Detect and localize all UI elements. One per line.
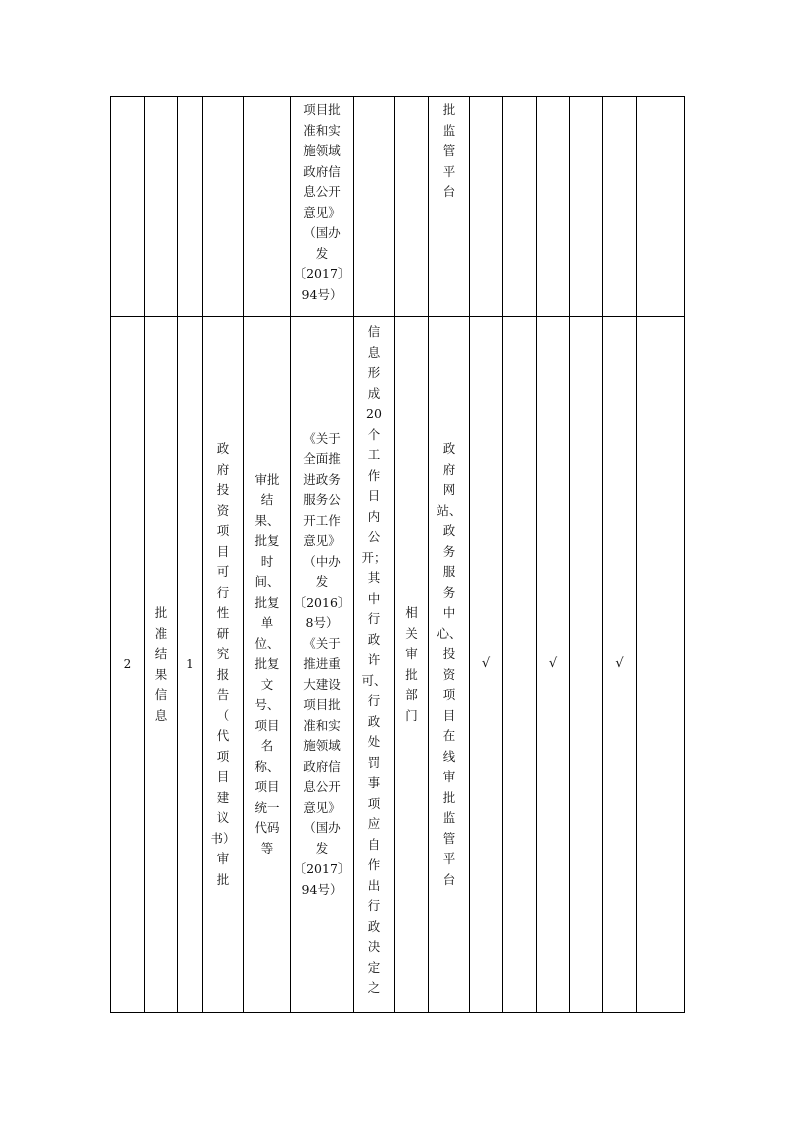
row2-timeline-cell <box>354 322 394 1012</box>
row2-item: 政 府 投 资 项 目 可 行 性 研 究 报 告 （ 代 项 目 建 议 书） 审 批 <box>210 441 236 887</box>
col-border <box>502 96 503 1013</box>
cont-platform-cell <box>429 100 469 314</box>
row2-basis: 《关于 全面推 进政务 服务公 开工作 意见》 （中办 发 〔2016〕 8号） 《关于 推进重 大建设 项目批 准和实 施领域 政府信 息公开 意见》 （国办 发 〔2017〕 94号） <box>293 430 351 897</box>
col-border <box>684 96 685 1013</box>
row2-check-cell-3 <box>603 317 636 1012</box>
row2-check-cell-2 <box>537 317 569 1012</box>
row2-item-cell <box>203 317 243 1012</box>
table-top-border <box>110 96 684 97</box>
row2-channel: 政 府 网 站、 政 务 服 务 中 心、 投 资 项 目 在 线 审 批 监 管 平 台 <box>436 441 462 887</box>
col-border <box>569 96 570 1013</box>
row2-category: 批 准 结 果 信 息 <box>154 605 168 723</box>
cont-platform-text: 批 监 管 平 台 <box>442 102 456 199</box>
check-mark-icon: √ <box>481 656 491 672</box>
check-mark-icon: √ <box>548 656 558 672</box>
table-bottom-border <box>110 1012 684 1013</box>
row2-subseq: 1 <box>186 657 194 672</box>
row2-content-cell <box>244 317 290 1012</box>
row2-timeline: 信 息 形 成 20 个 工 作 日 内 公 开； 其 中 行 政 许 可、 行 政 处 罚 事 项 应 自 作 出 行 政 决 定 之 <box>361 324 387 995</box>
row2-category-cell <box>145 317 177 1012</box>
row2-check-cell-1 <box>470 317 502 1012</box>
row2-subseq-cell <box>178 317 202 1012</box>
row2-basis-cell <box>291 317 353 1012</box>
cont-basis-cell <box>291 100 353 314</box>
row2-seq: 2 <box>123 657 132 672</box>
cont-basis-text: 项目批 准和实 施领域 政府信 息公开 意见》 （国办 发 〔2017〕 94号） <box>293 102 351 302</box>
row2-subject-cell <box>395 317 428 1012</box>
row2-seq-cell <box>111 317 144 1012</box>
row2-content: 审批 结 果、 批复 时 间、 批复 单 位、 批复 文 号、 项目 名 称、 项目 统一 代码 等 <box>254 471 280 856</box>
row2-subject: 相 关 审 批 部 门 <box>405 605 418 723</box>
check-mark-icon: √ <box>615 656 624 672</box>
col-border <box>636 96 637 1013</box>
row2-channel-cell <box>429 317 469 1012</box>
